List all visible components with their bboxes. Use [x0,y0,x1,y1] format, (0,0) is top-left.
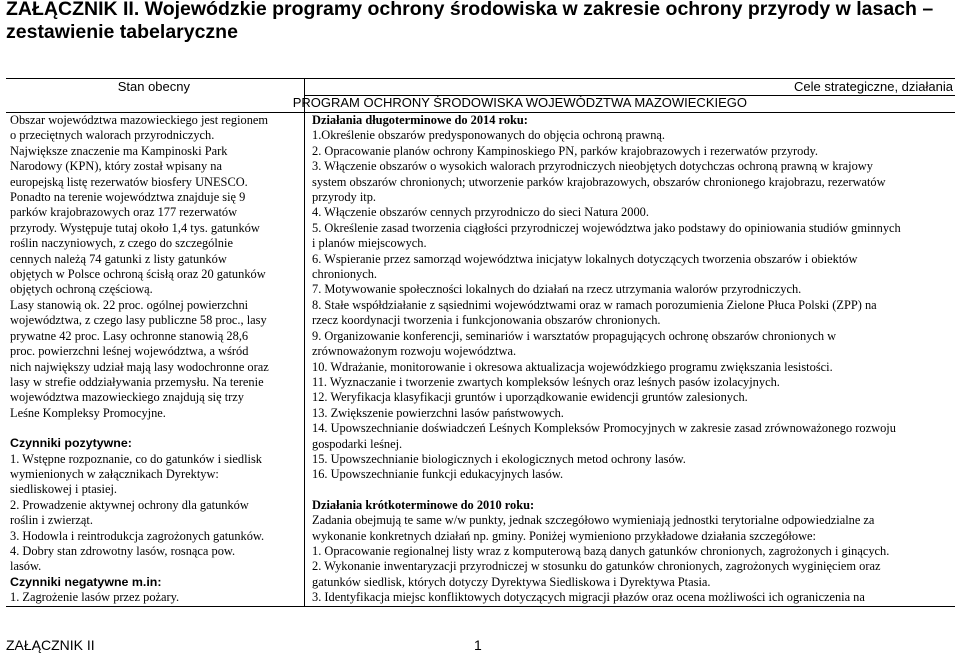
list-item: gatunków siedlisk, których dotyczy Dyrektywa Siedliskowa i Dyrektywa Ptasia. [312,574,711,589]
list-item: 1. Opracowanie regionalnej listy wraz z komputerową bazą danych gatunków chronionych, zagrożonych i ginących. [312,543,890,558]
list-item: 3. Identyfikacja miejsc konfliktowych dotyczących migracji płazów oraz ocena możliwości ich ograniczenia na [312,590,865,605]
page-number: 1 [474,637,482,653]
text-line: parków krajobrazowych oraz 177 rezerwatów [10,205,238,220]
negative-factors-list [10,590,300,605]
text-line: objętych w Polsce ochroną ścisłą oraz 20 gatunków [10,267,266,282]
negative-factors-heading: Czynniki negatywne m.in: [10,574,162,589]
list-item: 4. Dobry stan zdrowotny lasów, rosnąca pow. [10,543,236,558]
list-item: wykonanie konkretnych działań np. gminy. Poniżej wymieniono przykładowe działania szczegółowe: [312,528,816,543]
short-term-heading: Działania krótkoterminowe do 2010 roku: [312,497,535,512]
list-item: siedliskowej i ptasiej. [10,482,118,497]
text-line: prywatne 42 proc. Lasy ochronne stanowią 28,6 [10,328,249,343]
text-line: o przeciętnych walorach przyrodniczych. [10,128,215,143]
text-line: Lasy stanowią ok. 22 proc. ogólnej powierzchni [10,297,249,312]
text-line: europejską listę rezerwatów biosfery UNESCO. [10,174,248,189]
text-line: lasy w strefie oddziaływania przemysłu. Na terenie [10,374,264,389]
text-line: roślin naczyniowych, z czego do szczególnie [10,236,233,251]
page-title: ZAŁĄCZNIK II. Wojewódzkie programy ochrony środowiska w zakresie ochrony przyrody w lasach – zestawienie tabelaryczne [6,0,934,43]
text-line: nich największy udział mają lasy wodochronne oraz [10,359,269,374]
header-goals: Cele strategiczne, działania [794,79,953,94]
list-item: gospodarki leśnej. [312,436,403,451]
list-item: 11. Wyznaczanie i tworzenie zwartych kompleksów leśnych oraz leśnych pasów izolacyjnych. [312,374,780,389]
programs-table [6,78,955,607]
list-item: zrównoważonym rozwoju województwa. [312,344,517,359]
current-state-column [10,113,300,606]
text-line: objętych ochroną częściową. [10,282,153,297]
list-item: 1. Zagrożenie lasów przez pożary. [10,590,180,605]
text-line: województwa mazowieckiego znajdują się trzy [10,390,244,405]
list-item: 10. Wdrażanie, monitorowanie i okresowa aktualizacja wojewódzkiego programu zwiększania lesistości. [312,359,833,374]
list-item: 16. Upowszechnianie funkcji edukacyjnych lasów. [312,467,564,482]
text-line: przyrody. Występuje tutaj około 1,4 tys. gatunków [10,220,260,235]
positive-factors-heading: Czynniki pozytywne: [10,436,132,451]
text-line: województwa, z czego lasy publiczne 58 proc., lasy [10,313,267,328]
list-item: Zadania obejmują te same w/w punkty, jednak szczegółowo wymieniają jednostki terytorialne odpowiedzialne za [312,513,875,528]
current-state-text [10,113,300,421]
long-term-actions-list [312,128,952,482]
text-line: Ponadto na terenie województwa znajduje się 9 [10,190,246,205]
footer-label: ZAŁĄCZNIK II [6,637,95,653]
text-line: Narodowy (KPN), który został wpisany na [10,159,222,174]
list-item: i planów miejscowych. [312,236,427,251]
header-current-state: Stan obecny [117,79,190,94]
list-item: 12. Weryfikacja klasyfikacji gruntów i uporządkowanie ewidencji gruntów zalesionych. [312,390,748,405]
list-item: 7. Motywowanie społeczności lokalnych do działań na rzecz utrzymania walorów przyrodniczych. [312,282,802,297]
list-item: 8. Stałe współdziałanie z sąsiednimi województwami oraz w ramach porozumienia Zielone Płuca Polski (ZPP) na [312,297,877,312]
list-item: 3. Włączenie obszarów o wysokich walorach przyrodniczych nieobjętych dotychczas ochroną prawną w krajowy [312,159,873,174]
list-item: 4. Włączenie obszarów cennych przyrodniczo do sieci Natura 2000. [312,205,649,220]
text-line: Obszar województwa mazowieckiego jest regionem [10,113,269,127]
list-item: roślin i zwierząt. [10,513,93,528]
list-item: system obszarów chronionych; utworzenie parków krajobrazowych, obszarów chronionego krajobrazu, rezerwatów [312,174,886,189]
list-item: 2. Wykonanie inwentaryzacji przyrodniczej w stosunku do gatunków chronionych, zagrożonych wyginięciem oraz [312,559,881,574]
text-line: proc. powierzchni leśnej województwa, a wśród [10,344,249,359]
goals-column [312,113,952,606]
short-term-actions-list [312,513,952,605]
long-term-heading: Działania długoterminowe do 2014 roku: [312,113,528,127]
text-line: cennych należą 74 gatunki z listy gatunków [10,251,227,266]
list-item: 6. Wspieranie przez samorząd województwa inicjatyw lokalnych dotyczących tworzenia obszarów i obiektów [312,251,858,266]
list-item: 2. Prowadzenie aktywnej ochrony dla gatunków [10,497,249,512]
list-item: 1.Określenie obszarów predysponowanych do objęcia ochroną prawną. [312,128,666,143]
list-item: 1. Wstępne rozpoznanie, co do gatunków i siedlisk [10,451,262,466]
list-item: wymienionych w załącznikach Dyrektyw: [10,466,219,481]
list-item: przyrody itp. [312,190,377,205]
list-item: 3. Hodowla i reintrodukcja zagrożonych gatunków. [10,528,265,543]
list-item: 5. Określenie zasad tworzenia ciągłości przyrodniczej województwa jako podstawy do opiniowania studiów gminnych [312,220,901,235]
list-item: 15. Upowszechnianie biologicznych i ekologicznych metod ochrony lasów. [312,451,686,466]
column-divider [304,79,305,606]
text-line: Leśne Kompleksy Promocyjne. [10,405,166,420]
program-name: PROGRAM OCHRONY ŚRODOWISKA WOJEWÓDZTWA MAZOWIECKIEGO [292,95,747,110]
list-item: 9. Organizowanie konferencji, seminariów i warsztatów propagujących ochronę obszarów chronionych w [312,328,837,343]
list-item: 2. Opracowanie planów ochrony Kampinoskiego PN, parków krajobrazowych i rezerwatów przyrody. [312,143,819,158]
list-item: 13. Zwiększenie powierzchni lasów państwowych. [312,405,564,420]
list-item: rzecz koordynacji tworzenia i funkcjonowania obszarów chronionych. [312,313,661,328]
list-item: 14. Upowszechnianie doświadczeń Leśnych Kompleksów Promocyjnych w zakresie zasad zrównoważonego rozwoju [312,421,896,436]
list-item: chronionych. [312,267,378,282]
text-line: Największe znaczenie ma Kampinoski Park [10,143,228,158]
list-item: lasów. [10,559,42,574]
positive-factors-list [10,452,300,575]
